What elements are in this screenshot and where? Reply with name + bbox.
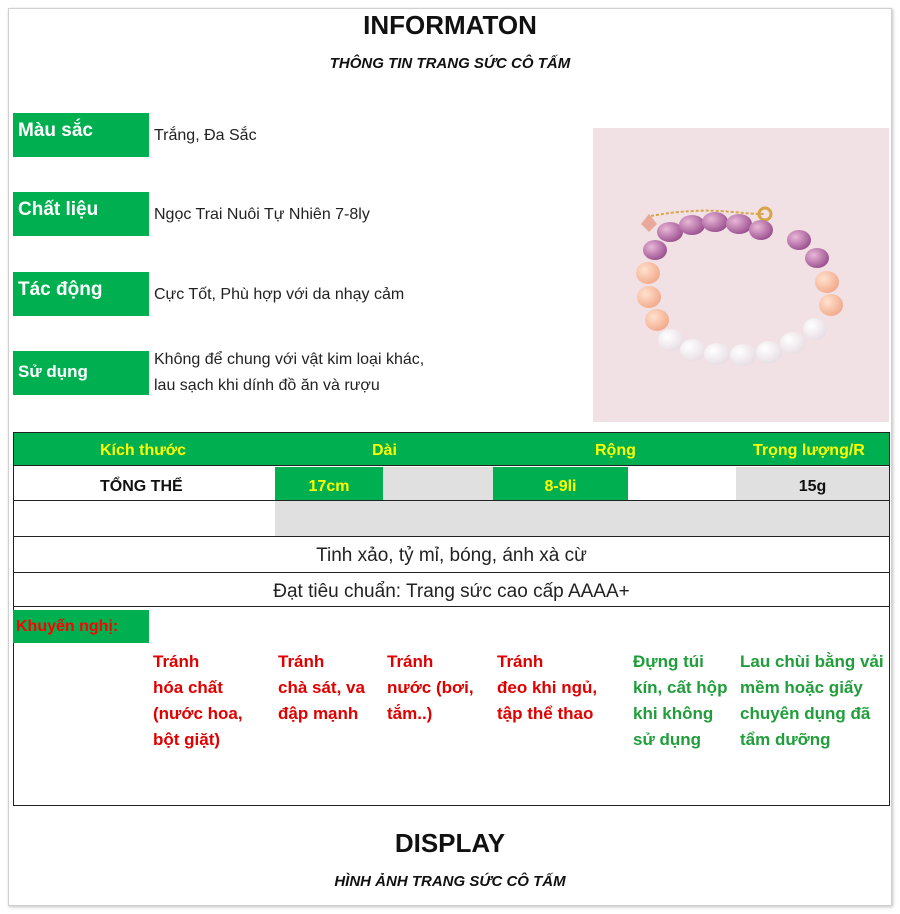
quality-line: Tinh xảo, tỷ mỉ, bóng, ánh xà cừ [316, 545, 587, 566]
attr-label-effect: Tác động [13, 272, 149, 316]
attr-label-color: Màu sắc [13, 113, 149, 157]
rec-line: tẩm dưỡng [740, 730, 831, 749]
row-weight: 15g [736, 467, 889, 500]
recommendation-label: Khuyến nghị: [13, 610, 149, 643]
rec-line: đeo khi ngủ, [497, 678, 598, 697]
rec-line: Tránh [497, 652, 544, 671]
pearl-bracelet-icon [593, 128, 889, 422]
page-title: INFORMATON [363, 10, 537, 40]
row-empty-cell [383, 467, 493, 500]
empty-row-fill [275, 501, 889, 536]
rec-line: Tránh [387, 652, 434, 671]
rec-line: chà sát, va [278, 678, 365, 697]
rec-line: Tránh [278, 652, 325, 671]
page-subtitle: THÔNG TIN TRANG SỨC CÔ TẤM [329, 55, 571, 72]
row-width: 8-9li [493, 467, 628, 500]
recommendation-item [497, 649, 597, 727]
table-divider [13, 536, 890, 537]
attr-value-line: Ngọc Trai Nuôi Tự Nhiên 7-8ly [154, 206, 370, 223]
row-length: 17cm [275, 467, 383, 500]
pearl-bracelet-photo [593, 128, 889, 422]
rec-line: chuyên dụng đã [740, 704, 871, 723]
rec-line: đập mạnh [278, 704, 359, 723]
header-weight: Trọng lượng/R [753, 442, 865, 459]
table-divider [13, 572, 890, 573]
attr-value-effect [154, 282, 404, 308]
rec-line: tắm..) [387, 704, 433, 723]
header-size: Kích thước [100, 442, 187, 459]
header-length: Dài [372, 442, 397, 459]
rec-line: Đựng túi [633, 652, 704, 671]
row-label: TỔNG THỂ [100, 478, 183, 495]
attr-value-line: lau sạch khi dính đồ ăn và rượu [154, 377, 380, 394]
recommendation-item [153, 649, 243, 753]
recommendation-item [387, 649, 474, 727]
display-subtitle: HÌNH ẢNH TRANG SỨC CÔ TẤM [334, 873, 566, 890]
attr-value-line: Trắng, Đa Sắc [154, 127, 257, 144]
attr-value-usage [154, 347, 424, 399]
rec-line: hóa chất [153, 678, 223, 697]
attr-label-usage: Sử dụng [13, 351, 149, 395]
standard-line: Đạt tiêu chuẩn: Trang sức cao cấp AAAA+ [273, 581, 630, 602]
display-title: DISPLAY [394, 828, 506, 858]
attr-label-material: Chất liệu [13, 192, 149, 236]
rec-line: Lau chùi bằng vải [740, 652, 884, 671]
attr-value-material [154, 202, 370, 228]
rec-line: Tránh [153, 652, 200, 671]
rec-line: (nước hoa, [153, 704, 243, 723]
rec-line: khi không [633, 704, 714, 723]
header-width: Rộng [595, 442, 636, 459]
attr-value-line: Không để chung với vật kim loại khác, [154, 351, 425, 368]
recommendation-item [278, 649, 365, 727]
rec-line: kín, cất hộp [633, 678, 728, 697]
recommendation-item [740, 649, 884, 753]
rec-line: bột giặt) [153, 730, 221, 749]
table-divider [13, 606, 890, 607]
attr-value-color [154, 123, 257, 149]
rec-line: nước (bơi, [387, 678, 474, 697]
recommendation-item [633, 649, 727, 753]
attr-value-line: Cực Tốt, Phù hợp với da nhạy cảm [154, 286, 405, 303]
rec-line: mềm hoặc giấy [740, 678, 863, 697]
rec-line: sử dụng [633, 730, 702, 749]
rec-line: tập thể thao [497, 704, 594, 723]
